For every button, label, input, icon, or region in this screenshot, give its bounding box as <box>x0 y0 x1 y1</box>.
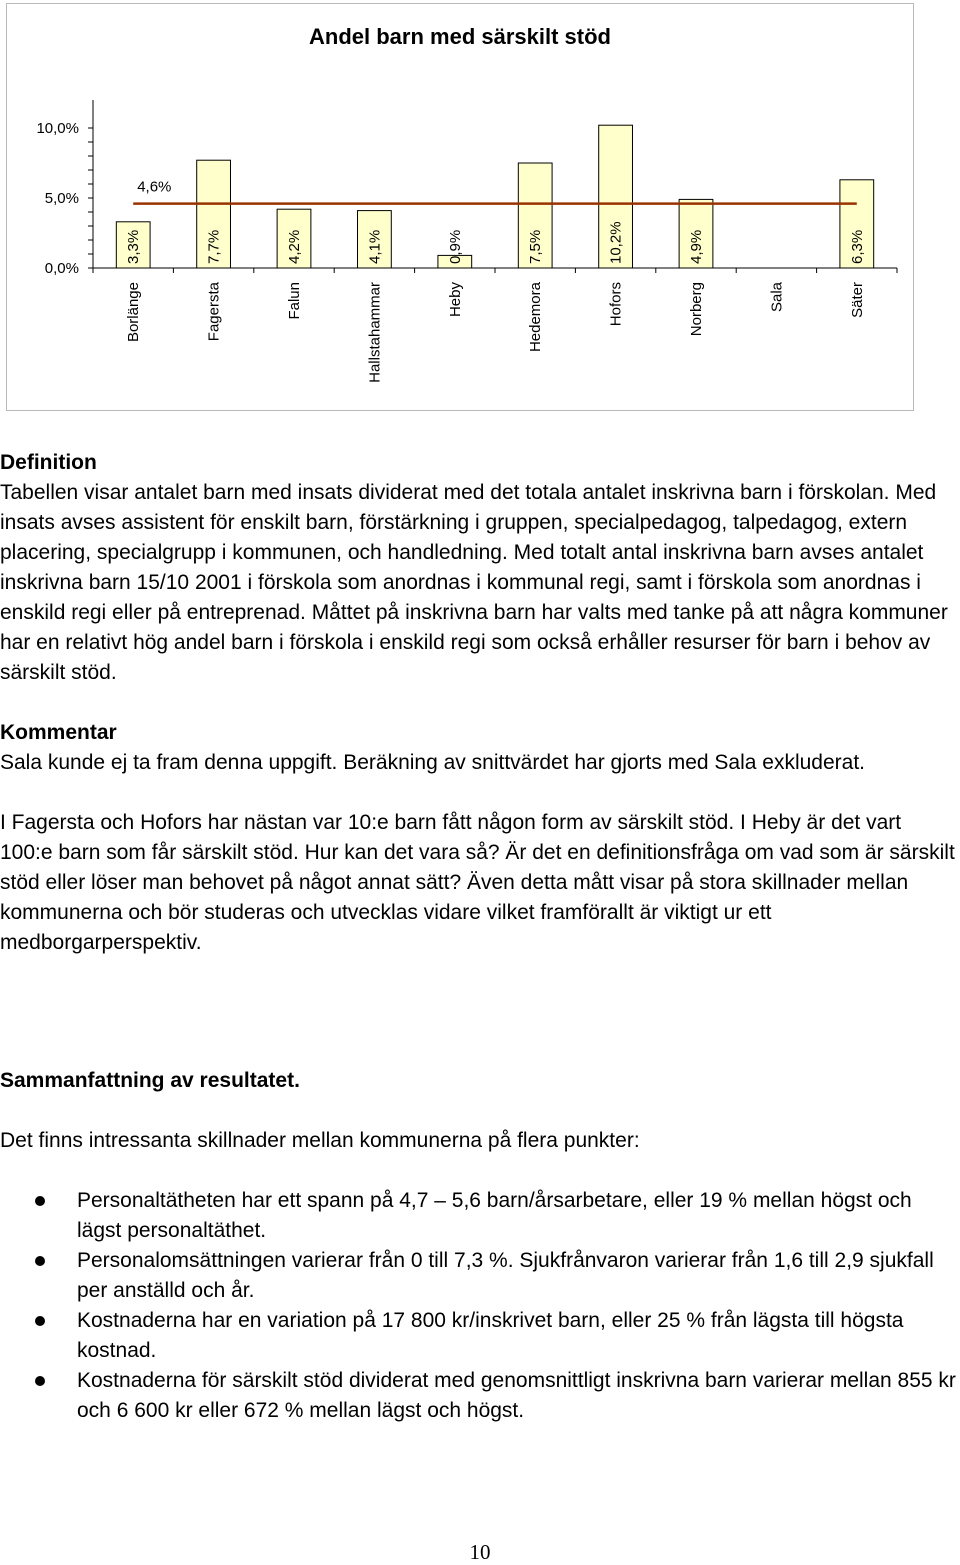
y-tick-label: 5,0% <box>44 190 79 207</box>
summary-section <box>0 1066 958 1426</box>
bar-value-label: 3,3% <box>125 229 143 264</box>
summary-intro: Det finns intressanta skillnader mellan kommunerna på flera punkter: <box>0 1129 640 1152</box>
category-label: Borlänge <box>125 282 143 343</box>
comment-heading: Kommentar <box>0 721 117 744</box>
y-tick-label: 0,0% <box>44 260 79 277</box>
category-label: Säter <box>848 282 866 318</box>
bar-value-label: 4,2% <box>286 229 303 264</box>
summary-heading: Sammanfattning av resultatet. <box>0 1069 300 1092</box>
bullet-icon <box>35 1376 45 1386</box>
category-label: Hedemora <box>527 282 545 353</box>
bar-chart <box>7 4 913 410</box>
summary-bullet-text: Kostnaderna har en variation på 17 800 kr/inskrivet barn, eller 25 % från lägsta till högsta kostnad. <box>77 1309 904 1362</box>
bullet-icon <box>35 1256 45 1266</box>
chart-frame <box>6 3 914 411</box>
summary-bullet <box>0 1186 958 1246</box>
category-label: Fagersta <box>205 282 223 342</box>
summary-bullet-text: Personalomsättningen varierar från 0 till 7,3 %. Sjukfrånvaron varierar från 1,6 till 2,9 sjukfall per anställd och år. <box>77 1249 934 1302</box>
definition-heading: Definition <box>0 451 97 474</box>
chart-title: Andel barn med särskilt stöd <box>309 24 611 49</box>
bar-value-label: 4,9% <box>688 229 705 264</box>
summary-bullet <box>0 1366 958 1426</box>
bullet-icon <box>35 1196 45 1206</box>
comment-body-2: I Fagersta och Hofors har nästan var 10:e barn fått någon form av särskilt stöd. I Heby är det vart 100:e barn som får särskilt stöd. Hur kan det vara så? Är det en definitionsfråga om vad som är särskilt stöd eller löser man behovet på något annat sätt? Även detta mått visar på stora skillnader mellan kommunerna och bör studeras och utvecklas vidare vilket framförallt är viktigt ur ett medborgarperspektiv. <box>0 811 955 954</box>
comment-body-1: Sala kunde ej ta fram denna uppgift. Beräkning av snittvärdet har gjorts med Sala exkluderat. <box>0 751 865 774</box>
bar-value-label: 7,5% <box>527 229 545 264</box>
category-label: Falun <box>286 282 303 320</box>
definition-body: Tabellen visar antalet barn med insats dividerat med det totala antalet inskrivna barn i förskolan. Med insats avses assistent för enskilt barn, förstärkning i gruppen, specialpedagog, talpedagog, extern placering, specialgrupp i kommunen, och handledning. Med totalt antal inskrivna barn avses antalet inskrivna barn 15/10 2001 i förskola som anordnas i kommunal regi, samt i förskola som anordnas i enskild regi eller på entreprenad. Måttet på inskrivna barn har valts med tanke på att några kommuner har en relativt hög andel barn i förskola i enskild regi som också erhåller resurser för barn i behov av särskilt stöd. <box>0 481 948 684</box>
page-number: 10 <box>469 1540 491 1564</box>
summary-bullet <box>0 1246 958 1306</box>
bullet-icon <box>35 1316 45 1326</box>
bar-value-label: 6,3% <box>848 229 866 264</box>
y-tick-label: 10,0% <box>36 120 79 137</box>
bar-value-label: 7,7% <box>205 229 223 264</box>
bar-value-label: 0,9% <box>446 229 464 264</box>
category-label: Sala <box>768 282 786 313</box>
summary-bullet-text: Kostnaderna för särskilt stöd dividerat med genomsnittligt inskrivna barn varierar mellan 855 kr och 6 600 kr eller 672 % mellan lägst och högst. <box>77 1369 956 1422</box>
category-label: Norberg <box>688 282 705 337</box>
bar-value-label: 4,1% <box>366 229 384 264</box>
category-label: Hofors <box>607 282 625 327</box>
bar-value-label: 10,2% <box>607 221 625 264</box>
summary-bullet-list <box>0 1186 958 1426</box>
definition-section <box>0 448 958 958</box>
average-label: 4,6% <box>137 178 172 196</box>
summary-bullet <box>0 1306 958 1366</box>
summary-bullet-text: Personaltätheten har ett spann på 4,7 – 5,6 barn/årsarbetare, eller 19 % mellan högst och lägst personaltäthet. <box>77 1189 912 1242</box>
category-label: Hallstahammar <box>366 282 384 383</box>
category-label: Heby <box>446 282 464 318</box>
